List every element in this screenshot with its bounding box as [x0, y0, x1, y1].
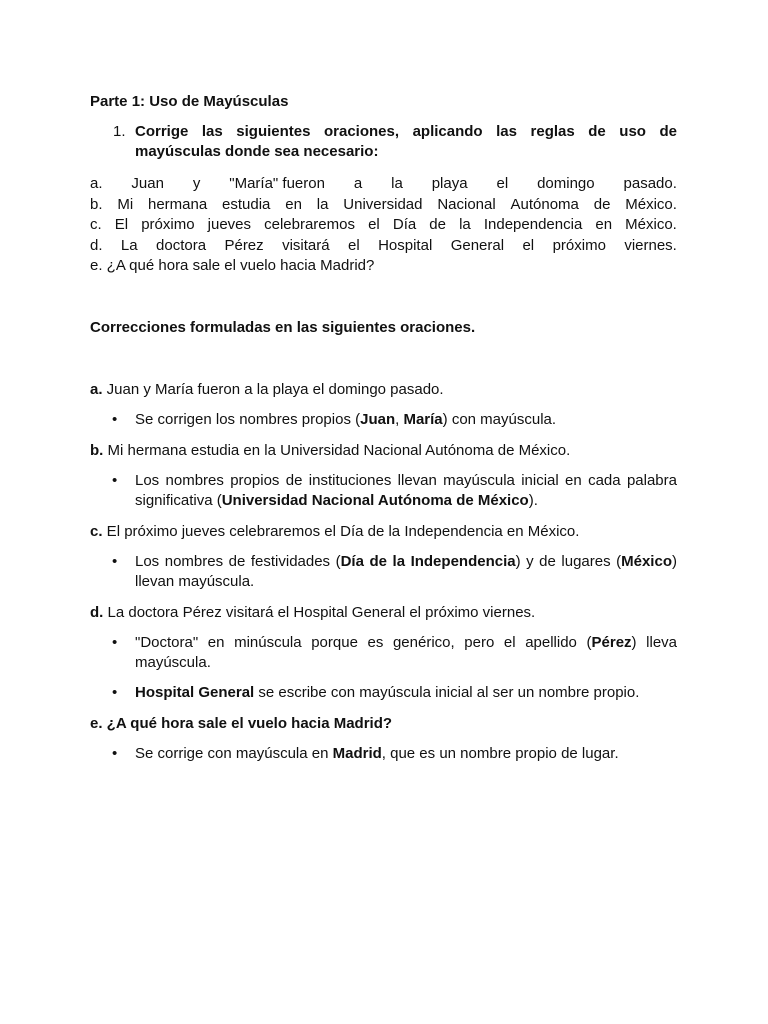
corrections-list	[90, 380, 677, 775]
emphasized-term: Universidad Nacional Autónoma de México	[221, 492, 529, 509]
sentence-word: Independencia	[483, 216, 583, 233]
sentence-word: en	[285, 195, 302, 213]
sentence-word: estudia	[222, 195, 271, 213]
sentence-d	[90, 236, 677, 257]
sentence-word: la	[316, 195, 329, 213]
sentence-word: b.	[90, 195, 103, 213]
note-text: ) y de lugares (	[515, 553, 622, 570]
sentence-word: Hospital	[378, 236, 433, 254]
answer-a	[90, 380, 677, 400]
note-text: Se corrige con mayúscula en	[135, 745, 333, 762]
sentence-c	[90, 215, 677, 236]
correction-note	[90, 410, 677, 430]
sentence-word: "María" fueron	[229, 175, 325, 192]
sentence-word: México.	[625, 216, 677, 233]
corrections-heading: Correcciones formuladas en las siguientes oraciones.	[90, 319, 476, 336]
sentence-word: el	[496, 175, 509, 192]
answer-e	[90, 714, 677, 734]
note-text: ) con mayúscula.	[442, 411, 557, 428]
note-text: "Doctora" en minúscula porque es genérico, pero el apellido (	[135, 634, 592, 651]
sentence-word: jueves	[207, 216, 252, 233]
sentence-word: c.	[90, 216, 102, 233]
sentence-word: la	[391, 175, 403, 192]
emphasized-term: México	[621, 553, 672, 570]
answer-text: La doctora Pérez visitará el Hospital General el próximo viernes.	[103, 604, 536, 621]
task-instruction: Corrige las siguientes oraciones, aplicando las reglas de uso de mayúsculas donde sea necesario:	[135, 123, 677, 160]
note-text: Se corrigen los nombres propios (	[135, 411, 361, 428]
answer-letter: e.	[90, 715, 103, 732]
emphasized-term: Juan	[360, 411, 396, 428]
section-heading: Parte 1: Uso de Mayúsculas	[90, 93, 289, 110]
sentence-word: de	[429, 216, 446, 233]
emphasized-term: Madrid	[332, 745, 382, 762]
sentence-word: Mi	[117, 195, 134, 213]
sentence-word: el	[522, 236, 535, 254]
answer-text: Mi hermana estudia en la Universidad Nacional Autónoma de México.	[103, 442, 571, 459]
sentence-word: próximo	[552, 236, 606, 254]
correction-note	[90, 471, 677, 511]
answer-letter: c.	[90, 523, 103, 540]
sentence-word: a	[353, 175, 363, 192]
sentence-word: La	[120, 236, 138, 254]
sentence-word: General	[450, 236, 505, 254]
sentence-word: a.	[90, 175, 103, 192]
sentence-word: Autónoma	[510, 195, 579, 213]
sentence-word: Universidad	[343, 195, 423, 213]
answer-text: El próximo jueves celebraremos el Día de la Independencia en México.	[102, 523, 580, 540]
sentence-word: celebraremos	[264, 216, 355, 233]
sentence-a	[90, 174, 677, 195]
sentence-b	[90, 195, 677, 216]
sentence-word: playa	[431, 175, 468, 192]
sentence-word: pasado.	[623, 175, 677, 192]
correction-note	[90, 633, 677, 673]
correction-note	[90, 552, 677, 592]
sentence-word: hermana	[148, 195, 208, 213]
sentence-word: en	[595, 216, 613, 233]
note-text: se escribe con mayúscula inicial al ser un nombre propio.	[254, 684, 640, 701]
sentence-word: visitará	[282, 236, 330, 254]
sentence-word: y	[192, 175, 201, 192]
sentence-word: Pérez	[224, 236, 264, 254]
answer-b	[90, 441, 677, 461]
emphasized-term: Pérez	[591, 634, 632, 651]
answer-text: ¿A qué hora sale el vuelo hacia Madrid?	[102, 715, 393, 732]
sentence-word: el	[368, 216, 380, 233]
note-text: Los nombres de festividades (	[135, 553, 341, 570]
sentence-word: Juan	[131, 175, 164, 192]
answer-b-notes	[90, 471, 677, 511]
note-text: ,	[395, 411, 404, 428]
sentence-word: próximo	[141, 216, 195, 233]
answer-d-notes	[90, 633, 677, 703]
emphasized-term: Día de la Independencia	[340, 553, 516, 570]
sentence-e: e. ¿A qué hora sale el vuelo hacia Madrid?	[90, 257, 375, 274]
note-text: , que es un nombre propio de lugar.	[381, 745, 619, 762]
answer-letter: d.	[90, 604, 104, 621]
sentence-word: domingo	[537, 175, 595, 192]
answer-a-notes	[90, 410, 677, 430]
note-text: ).	[528, 492, 538, 509]
sentence-word: la	[459, 216, 471, 233]
exercise-sentences	[90, 174, 677, 277]
correction-note	[90, 683, 677, 703]
sentence-word: El	[114, 216, 129, 233]
sentence-word: doctora	[156, 236, 207, 254]
correction-note	[90, 744, 677, 764]
sentence-word: de	[593, 195, 611, 213]
sentence-word: viernes.	[624, 236, 677, 254]
task-number: 1.	[113, 123, 126, 140]
sentence-word: d.	[90, 236, 103, 254]
emphasized-term: Hospital General	[135, 684, 255, 701]
answer-letter: a.	[90, 381, 103, 398]
answer-text: Juan y María fueron a la playa el domingo pasado.	[102, 381, 444, 398]
note-text: Los nombres propios de instituciones llevan mayúscula inicial en cada palabra significativa (	[135, 472, 677, 509]
answer-c	[90, 522, 677, 542]
answer-letter: b.	[90, 442, 104, 459]
sentence-word: Nacional	[437, 195, 496, 213]
note-text: ) llevan mayúscula.	[135, 553, 677, 590]
sentence-word: Día	[392, 216, 417, 233]
sentence-word: México.	[625, 195, 677, 213]
emphasized-term: María	[403, 411, 443, 428]
answer-e-notes	[90, 744, 677, 764]
sentence-word: el	[347, 236, 360, 254]
note-text: ) lleva mayúscula.	[135, 634, 677, 671]
answer-c-notes	[90, 552, 677, 592]
answer-d	[90, 603, 677, 623]
